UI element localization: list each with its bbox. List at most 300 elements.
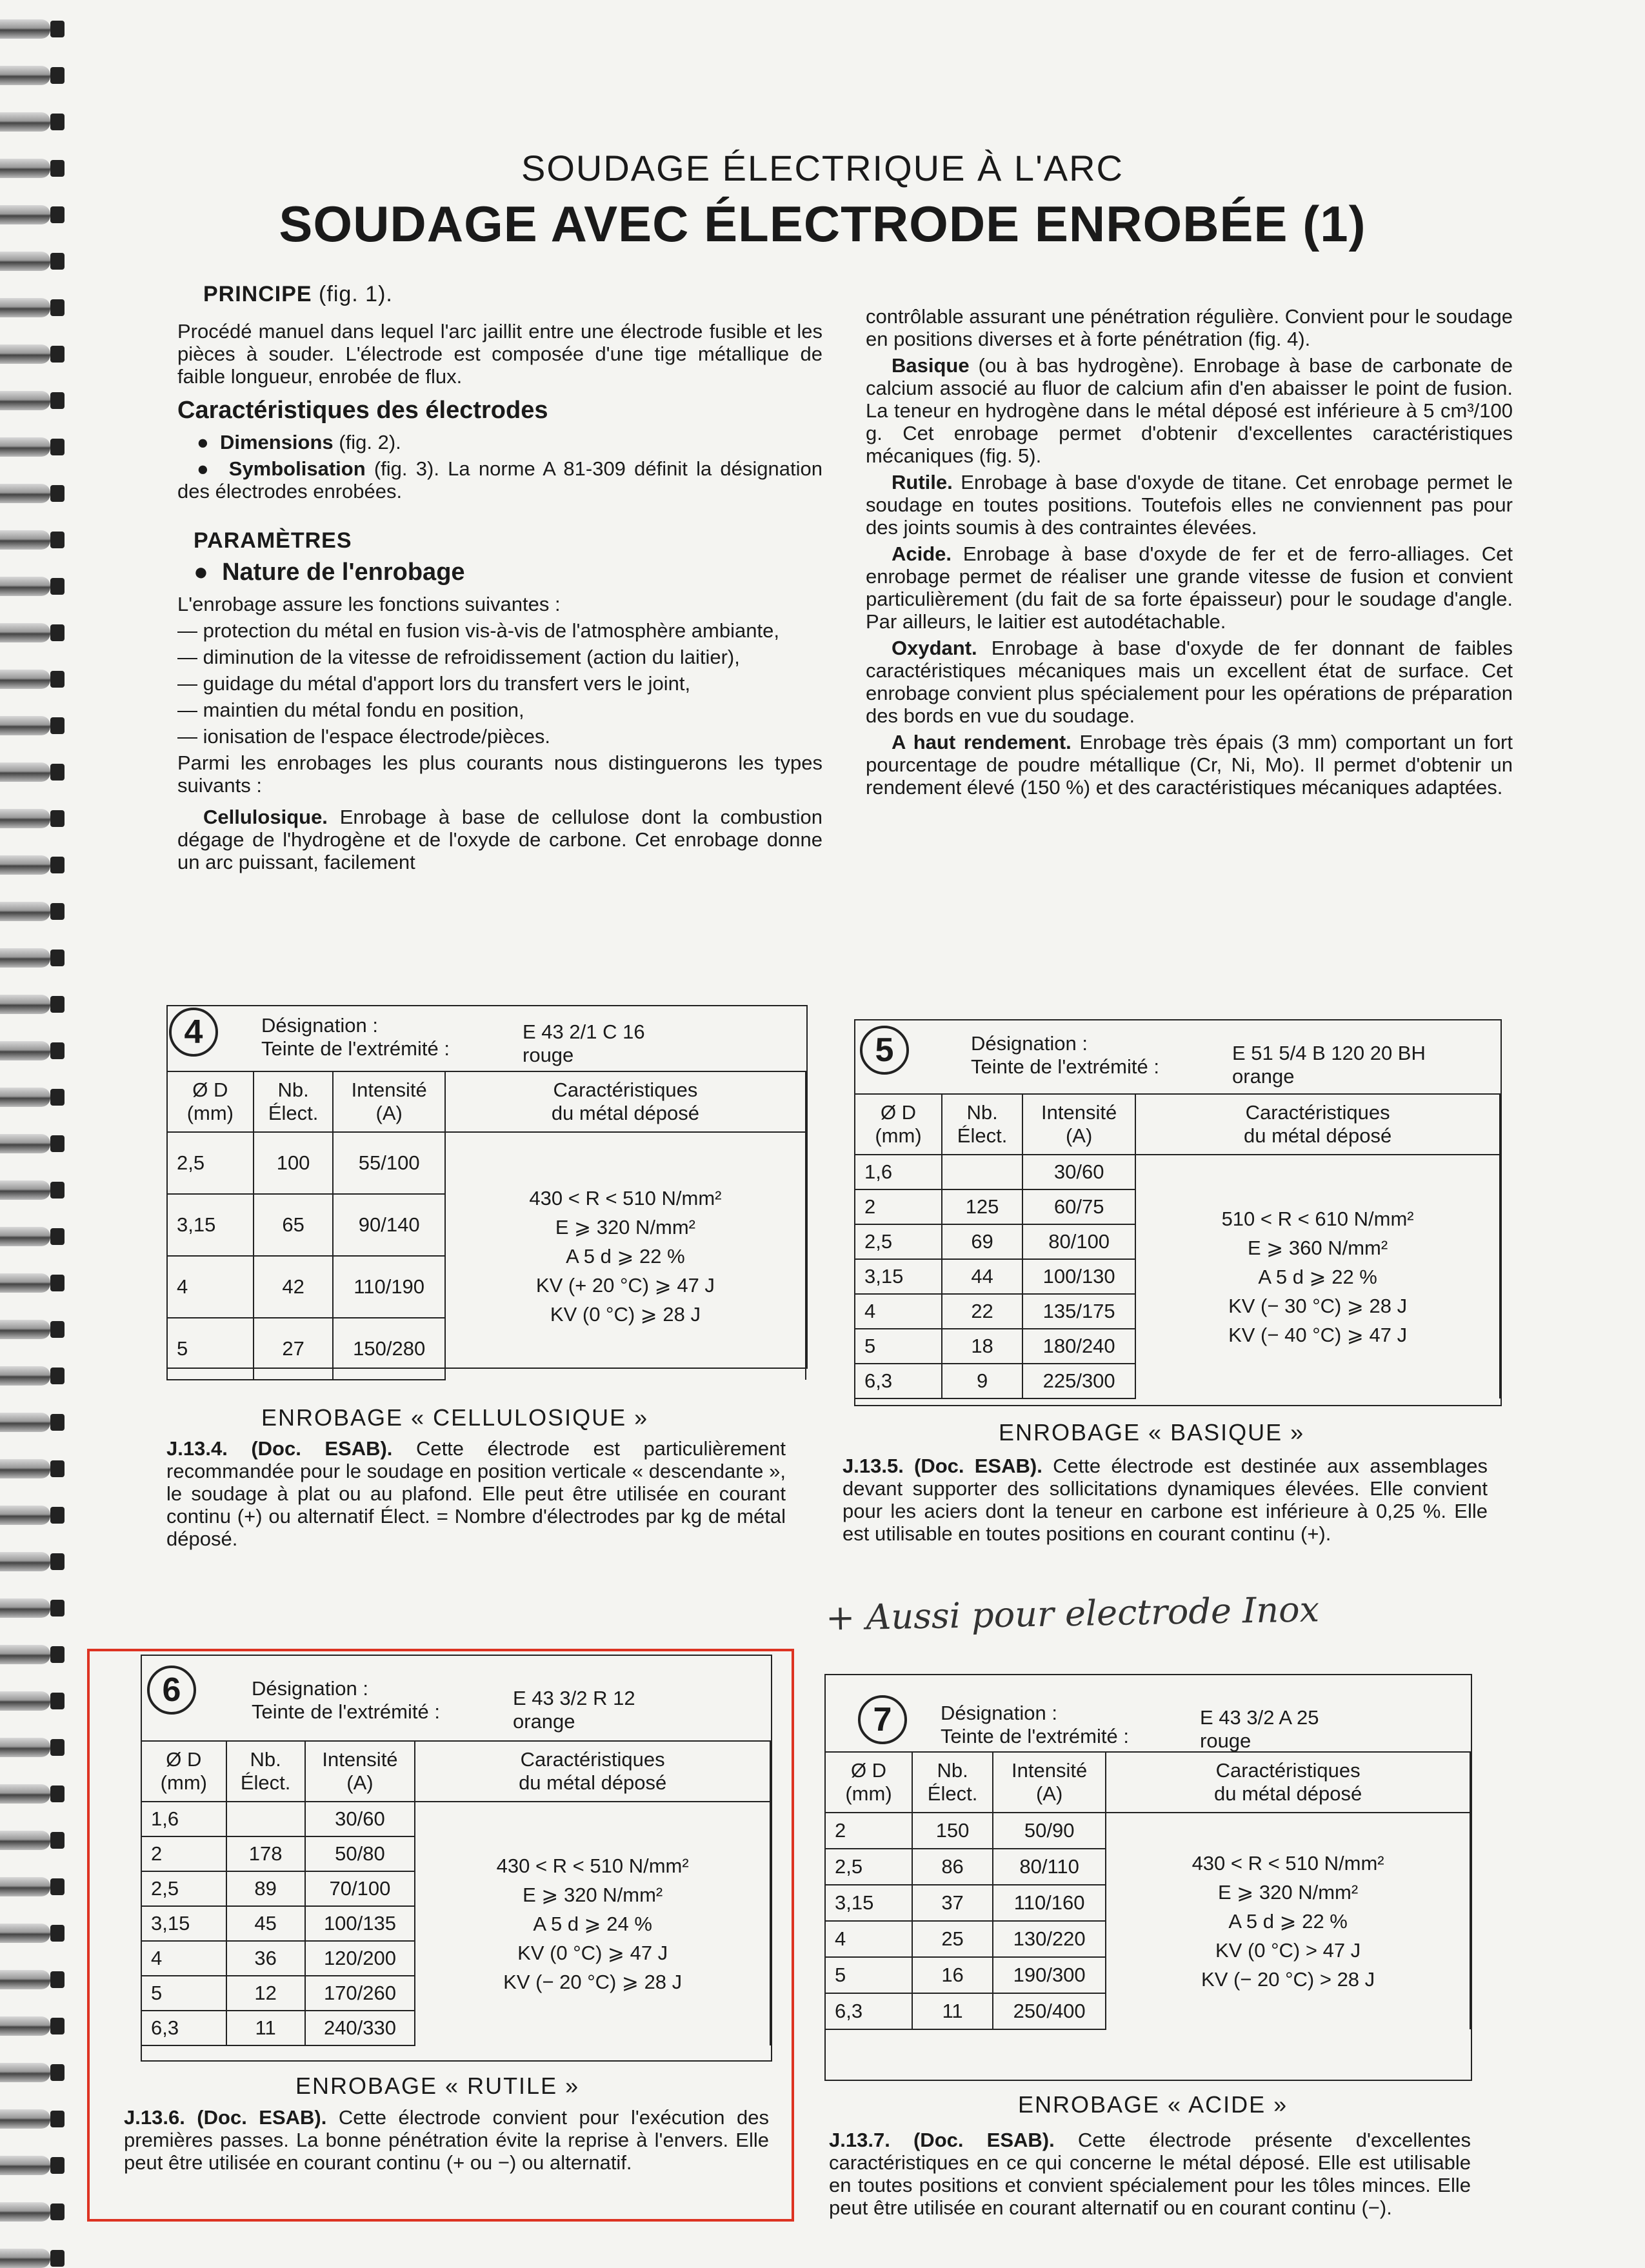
col-header-diameter	[141, 1741, 226, 1802]
binding-ring	[0, 577, 50, 596]
diameter-cell: 3,15	[825, 1885, 912, 1921]
diameter-line2: (mm)	[845, 1782, 892, 1805]
intensity-cell: 60/75	[1022, 1189, 1135, 1224]
table-row	[825, 1813, 1470, 1849]
intensity-line1: Intensité	[1012, 1759, 1088, 1782]
binding-ring	[0, 2202, 50, 2222]
principe-text: Procédé manuel dans lequel l'arc jaillit entre une électrode fusible et les pièces à souder. L'électrode est composée d'une tige métallique de faible longueur, enrobée de flux.	[177, 320, 822, 388]
intensity-cell: 80/110	[993, 1849, 1106, 1885]
intensity-cell: 80/100	[1022, 1224, 1135, 1259]
nb-cell: 89	[226, 1871, 305, 1906]
intensity-cell: 50/80	[305, 1836, 415, 1871]
intensity-cell: 50/90	[993, 1813, 1106, 1849]
caracteristique-line: KV (− 30 °C) ⩾ 28 J	[1228, 1295, 1408, 1317]
teinte-label: Teinte de l'extrémité :	[971, 1055, 1159, 1078]
nb-cell	[942, 1155, 1022, 1189]
nb-cell: 178	[226, 1836, 305, 1871]
caracteristique-line: 510 < R < 610 N/mm²	[1221, 1208, 1414, 1230]
binding-hole	[50, 810, 65, 827]
diameter-cell: 3,15	[167, 1194, 254, 1256]
binding-ring	[0, 716, 50, 735]
figure-4-note	[166, 1437, 786, 1550]
designation-label: Désignation :	[941, 1702, 1057, 1724]
binding-hole	[50, 532, 65, 548]
intensity-cell: 135/175	[1022, 1294, 1135, 1329]
caracteristique-line: KV (0 °C) > 47 J	[1215, 1939, 1361, 1962]
diameter-cell: 1,6	[141, 1802, 226, 1836]
intensity-line2: (A)	[1065, 1124, 1093, 1147]
caracteristique-line: 430 < R < 510 N/mm²	[1191, 1852, 1384, 1875]
header-row	[141, 1741, 770, 1802]
diameter-cell: 3,15	[855, 1259, 942, 1294]
binding-ring	[0, 112, 50, 132]
page-supertitle: SOUDAGE ÉLECTRIQUE À L'ARC	[521, 148, 1124, 188]
designation-label: Désignation :	[261, 1014, 378, 1037]
binding-ring	[0, 995, 50, 1014]
binding-ring	[0, 2156, 50, 2175]
figure-6-caption: ENROBAGE « RUTILE »	[295, 2073, 580, 2099]
figure-5-values	[1232, 1042, 1426, 1088]
nb-cell: 100	[254, 1132, 334, 1194]
designation-value: E 43 2/1 C 16	[523, 1020, 645, 1043]
figure-7-caption: ENROBAGE « ACIDE »	[1018, 2091, 1288, 2118]
caracteristique-line: E ⩾ 360 N/mm²	[1248, 1237, 1388, 1259]
carac-line2: du métal déposé	[519, 1771, 667, 1794]
page-title: SOUDAGE AVEC ÉLECTRODE ENROBÉE (1)	[279, 195, 1366, 252]
intensity-cell: 70/100	[305, 1871, 415, 1906]
col-header-nb	[226, 1741, 305, 1802]
binding-hole	[50, 2018, 65, 2034]
col-header-nb	[942, 1094, 1022, 1155]
caracteristique-line: A 5 d ⩾ 22 %	[1258, 1266, 1377, 1288]
function-item: — diminution de la vitesse de refroidissement (action du laitier),	[177, 646, 740, 668]
col-header-intensity	[333, 1071, 444, 1132]
intensity-line2: (A)	[375, 1102, 403, 1124]
binding-ring	[0, 1413, 50, 1432]
col-header-intensity	[305, 1741, 415, 1802]
binding-hole	[50, 857, 65, 873]
figure-7-note	[829, 2129, 1471, 2219]
designation-value: E 43 3/2 A 25	[1200, 1706, 1319, 1729]
binding-hole	[50, 1878, 65, 1895]
intensity-line1: Intensité	[322, 1748, 398, 1771]
caracteristique-line: KV (− 20 °C) > 28 J	[1201, 1968, 1375, 1991]
binding-ring	[0, 1041, 50, 1060]
binding-hole	[50, 764, 65, 781]
nb-cell: 25	[912, 1921, 993, 1957]
binding-ring	[0, 1877, 50, 1896]
col-header-nb	[254, 1071, 334, 1132]
binding-ring	[0, 670, 50, 689]
binding-ring	[0, 623, 50, 642]
haut-rendement-text: Enrobage très épais (3 mm) comportant un fort pourcentage de poudre métallique (Cr, Ni, Mo). Il permet d'obtenir un rendement élevé (150 %) et des caractéristiques mécaniques adaptées.	[866, 731, 1513, 799]
binding-ring	[0, 809, 50, 828]
dimensions-ref: (fig. 2).	[339, 431, 401, 453]
binding-hole	[50, 1182, 65, 1199]
figure-6-table	[141, 1740, 771, 2046]
nb-line2: Élect.	[240, 1771, 291, 1794]
intensity-cell: 90/140	[333, 1194, 444, 1256]
binding-hole	[50, 2111, 65, 2127]
binding-hole	[50, 2250, 65, 2267]
diameter-cell: 2,5	[141, 1871, 226, 1906]
binding-ring	[0, 1227, 50, 1246]
diameter-line1: Ø D	[850, 1759, 887, 1782]
nb-cell: 65	[254, 1194, 334, 1256]
caracteristique-line: E ⩾ 320 N/mm²	[523, 1884, 663, 1906]
intensity-cell: 30/60	[1022, 1155, 1135, 1189]
binding-hole	[50, 346, 65, 363]
figure-5-number: 5	[860, 1026, 909, 1075]
binding-ring	[0, 2016, 50, 2036]
note-ref: J.13.6. (Doc. ESAB).	[124, 2106, 327, 2129]
intensity-cell: 55/100	[333, 1132, 444, 1194]
binding-hole	[50, 1646, 65, 1663]
diameter-line1: Ø D	[192, 1079, 228, 1101]
diameter-cell: 4	[167, 1256, 254, 1318]
nb-cell: 12	[226, 1976, 305, 2011]
binding-hole	[50, 1042, 65, 1059]
right-column	[866, 305, 1513, 802]
figure-5-table	[854, 1093, 1500, 1399]
binding-ring	[0, 530, 50, 550]
binding-ring	[0, 2109, 50, 2129]
diameter-cell: 6,3	[855, 1364, 942, 1398]
diameter-cell: 2	[855, 1189, 942, 1224]
note-text: Cette électrode est particulièrement recommandée pour le soudage en position verticale « descendante », le soudage à plat ou au plafond. Elle peut être utilisée en courant continu (+) ou alternatif Élect. = Nombre d'électrodes par kg de métal déposé.	[166, 1437, 786, 1550]
function-item: — protection du métal en fusion vis-à-vis de l'atmosphère ambiante,	[177, 619, 779, 642]
table-row	[855, 1155, 1500, 1189]
intensity-cell: 250/400	[993, 1993, 1106, 2029]
binding-hole	[50, 2157, 65, 2174]
caracteristique-line: KV (− 20 °C) ⩾ 28 J	[503, 1971, 683, 1993]
haut-rendement-label: A haut rendement.	[892, 731, 1072, 753]
symbolisation-label: Symbolisation	[228, 457, 366, 480]
binding-ring	[0, 1598, 50, 1618]
intensity-cell: 100/130	[1022, 1259, 1135, 1294]
nb-cell: 69	[942, 1224, 1022, 1259]
nb-line1: Nb.	[250, 1748, 281, 1771]
diameter-line2: (mm)	[160, 1771, 207, 1794]
teinte-value: rouge	[523, 1044, 574, 1066]
carac-line1: Caractéristiques	[553, 1079, 698, 1101]
carac-line1: Caractéristiques	[1245, 1101, 1390, 1124]
diameter-cell: 3,15	[141, 1906, 226, 1941]
binding-hole	[50, 1089, 65, 1106]
binding-ring	[0, 1691, 50, 1711]
intensity-cell: 180/240	[1022, 1329, 1135, 1364]
binding-ring	[0, 1320, 50, 1339]
binding-ring	[0, 1831, 50, 1850]
figure-7-table	[824, 1751, 1471, 2030]
figure-4-caption: ENROBAGE « CELLULOSIQUE »	[261, 1404, 649, 1431]
intensity-line2: (A)	[346, 1771, 374, 1794]
carac-line1: Caractéristiques	[1215, 1759, 1361, 1782]
diameter-cell: 2	[141, 1836, 226, 1871]
nb-cell: 9	[942, 1364, 1022, 1398]
cellulosique-text: Enrobage à base de cellulose dont la combustion dégage de l'hydrogène et de l'oxyde de carbone. Cet enrobage donne un arc puissant, facilement	[177, 806, 822, 873]
binding-ring	[0, 1273, 50, 1293]
function-item: — ionisation de l'espace électrode/pièces.	[177, 725, 551, 748]
binding-ring	[0, 1506, 50, 1525]
nature-intro: L'enrobage assure les fonctions suivantes :	[177, 593, 561, 615]
col-header-diameter	[825, 1752, 912, 1813]
cellulosique-label: Cellulosique.	[203, 806, 328, 828]
carac-line2: du métal déposé	[1243, 1124, 1392, 1147]
intensity-cell: 170/260	[305, 1976, 415, 2011]
binding-hole	[50, 2203, 65, 2220]
nb-cell: 37	[912, 1885, 993, 1921]
binding-hole	[50, 1275, 65, 1291]
binding-ring	[0, 437, 50, 457]
figure-7-labels	[941, 1702, 1129, 1748]
nb-cell: 42	[254, 1256, 334, 1318]
col-header-caracteristiques	[445, 1071, 806, 1132]
principe-ref: (fig. 1).	[319, 282, 393, 306]
binding-hole	[50, 1693, 65, 1709]
designation-value: E 43 3/2 R 12	[513, 1687, 635, 1709]
col-header-caracteristiques	[1135, 1094, 1500, 1155]
intensity-cell: 190/300	[993, 1957, 1106, 1993]
binding-ring	[0, 1088, 50, 1107]
spiral-binding	[0, 0, 71, 2262]
binding-hole	[50, 1925, 65, 1942]
parametres-heading: PARAMÈTRES	[194, 528, 352, 553]
header-row	[855, 1094, 1500, 1155]
col-header-intensity	[1022, 1094, 1135, 1155]
binding-ring	[0, 298, 50, 317]
nb-cell: 22	[942, 1294, 1022, 1329]
caracteristique-line: E ⩾ 320 N/mm²	[1218, 1881, 1359, 1904]
diameter-cell: 1,6	[855, 1155, 942, 1189]
symbolisation-text: (fig. 3). La norme A 81-309 définit la désignation des électrodes enrobées.	[177, 457, 822, 502]
note-text: Cette électrode présente d'excellentes caractéristiques en ce qui concerne le métal déposé. Elle est utilisable en toutes positions et convient spécialement pour les tôles minces. Elle peut être utilisée en courant alternatif ou en courant continu (−).	[829, 2129, 1471, 2219]
binding-ring	[0, 2063, 50, 2082]
binding-ring	[0, 855, 50, 875]
diameter-cell: 2	[825, 1813, 912, 1849]
binding-hole	[50, 1786, 65, 1802]
intensity-cell: 240/330	[305, 2011, 415, 2045]
intensity-line1: Intensité	[351, 1079, 427, 1101]
teinte-label: Teinte de l'extrémité :	[941, 1725, 1129, 1747]
binding-ring	[0, 1459, 50, 1478]
note-ref: J.13.5. (Doc. ESAB).	[842, 1455, 1042, 1477]
handwritten-annotation: + Aussi pour electrode Inox	[825, 1589, 1320, 1638]
functions-list	[177, 619, 822, 748]
binding-ring	[0, 1645, 50, 1664]
teinte-value: orange	[1232, 1065, 1295, 1088]
header-row	[825, 1752, 1470, 1813]
binding-hole	[50, 671, 65, 688]
binding-ring	[0, 902, 50, 921]
col-header-intensity	[993, 1752, 1106, 1813]
diameter-cell: 4	[141, 1941, 226, 1976]
binding-hole	[50, 439, 65, 455]
binding-hole	[50, 903, 65, 920]
binding-hole	[50, 1507, 65, 1524]
intensity-cell: 110/190	[333, 1256, 444, 1318]
diameter-cell: 5	[855, 1329, 942, 1364]
caracteristique-line: A 5 d ⩾ 22 %	[566, 1245, 685, 1268]
caracteristique-line: 430 < R < 510 N/mm²	[496, 1855, 689, 1877]
note-text: Cette électrode est destinée aux assemblages devant supporter des sollicitations dynamiques élevées. Elle convient pour les aciers dont la teneur en carbone est inférieure à 0,25 %. Elle est utilisable en toutes positions en courant continu (+).	[842, 1455, 1488, 1545]
figure-5-labels	[971, 1032, 1159, 1079]
caracteristique-line: A 5 d ⩾ 24 %	[533, 1913, 652, 1935]
nb-line1: Nb.	[277, 1079, 309, 1101]
diameter-cell: 4	[825, 1921, 912, 1957]
diameter-cell: 2,5	[167, 1132, 254, 1194]
col-header-diameter	[167, 1071, 254, 1132]
binding-hole	[50, 996, 65, 1013]
col-header-caracteristiques	[1106, 1752, 1470, 1813]
carac-line2: du métal déposé	[1213, 1782, 1362, 1805]
nb-cell: 36	[226, 1941, 305, 1976]
teinte-label: Teinte de l'extrémité :	[261, 1037, 450, 1060]
nb-line2: Élect.	[927, 1782, 978, 1805]
caracteristiques-cell	[415, 1802, 770, 2045]
designation-label: Désignation :	[252, 1677, 368, 1700]
nb-line1: Nb.	[937, 1759, 968, 1782]
acide-text: Enrobage à base d'oxyde de fer et de ferro-alliages. Cet enrobage permet de réaliser une grande vitesse de fusion et convient particulièrement (du fait de sa forte épaisseur) pour le soudage d'angle. Par ailleurs, le laitier est autodétachable.	[866, 542, 1513, 633]
intensity-cell: 120/200	[305, 1941, 415, 1976]
teinte-label: Teinte de l'extrémité :	[252, 1700, 440, 1723]
types-intro: Parmi les enrobages les plus courants nous distinguerons les types suivants :	[177, 751, 822, 797]
diameter-cell: 5	[167, 1318, 254, 1380]
binding-ring	[0, 1552, 50, 1571]
carac-line2: du métal déposé	[551, 1102, 700, 1124]
diameter-cell: 2,5	[855, 1224, 942, 1259]
binding-ring	[0, 66, 50, 85]
figure-5-note	[842, 1455, 1488, 1545]
binding-ring	[0, 344, 50, 364]
figure-4-labels	[261, 1014, 450, 1060]
nb-line1: Nb.	[966, 1101, 998, 1124]
binding-ring	[0, 19, 50, 39]
function-item: — guidage du métal d'apport lors du transfert vers le joint,	[177, 672, 691, 695]
caracteristiques-cell	[1106, 1813, 1470, 2029]
binding-hole	[50, 1739, 65, 1756]
intensity-cell: 225/300	[1022, 1364, 1135, 1398]
rutile-text: Enrobage à base d'oxyde de titane. Cet enrobage permet le soudage en toutes positions. Toutefois elles ne conviennent pas pour des joints soumis à des contraintes élevées.	[866, 471, 1513, 539]
note-text: Cette électrode convient pour l'exécution des premières passes. La bonne pénétration évite la reprise à l'envers. Elle peut être utilisée en courant continu (+ ou −) ou alternatif.	[124, 2106, 769, 2174]
figure-6-labels	[252, 1677, 440, 1724]
figure-4-values	[523, 1020, 645, 1067]
diameter-cell: 6,3	[141, 2011, 226, 2045]
nature-heading: Nature de l'enrobage	[222, 559, 465, 586]
binding-hole	[50, 1414, 65, 1431]
figure-4-table	[166, 1071, 806, 1380]
nb-cell: 44	[942, 1259, 1022, 1294]
caracteristiques-cell	[1135, 1155, 1500, 1398]
teinte-value: orange	[513, 1710, 575, 1733]
nb-cell: 150	[912, 1813, 993, 1849]
basique-text: (ou à bas hydrogène). Enrobage à base de carbonate de calcium associé au fluor de calcium afin d'en abaisser le point de fusion. La teneur en hydrogène dans le métal déposé est inférieure à 5 cm³/100 g. Cet enrobage permet d'obtenir d'excellentes caractéristiques mécaniques (fig. 5).	[866, 354, 1513, 467]
rutile-label: Rutile.	[892, 471, 953, 493]
header-row	[167, 1071, 806, 1132]
binding-hole	[50, 2064, 65, 2081]
caracteristique-line: KV (0 °C) ⩾ 28 J	[550, 1303, 701, 1326]
intensity-line1: Intensité	[1041, 1101, 1117, 1124]
diameter-cell: 6,3	[825, 1993, 912, 2029]
binding-ring	[0, 1970, 50, 1989]
principe-heading: PRINCIPE	[203, 282, 312, 306]
note-ref: J.13.4. (Doc. ESAB).	[166, 1437, 393, 1460]
binding-hole	[50, 1228, 65, 1245]
intensity-line2: (A)	[1035, 1782, 1063, 1805]
nb-line2: Élect.	[268, 1102, 319, 1124]
binding-hole	[50, 392, 65, 409]
caracteristique-line: A 5 d ⩾ 22 %	[1228, 1910, 1348, 1933]
table-row	[141, 1802, 770, 1836]
intensity-cell: 30/60	[305, 1802, 415, 1836]
figure-6-number: 6	[147, 1666, 196, 1715]
diameter-cell: 2,5	[825, 1849, 912, 1885]
binding-hole	[50, 67, 65, 84]
diameter-cell: 4	[855, 1294, 942, 1329]
figure-5-caption: ENROBAGE « BASIQUE »	[999, 1419, 1305, 1446]
note-ref: J.13.7. (Doc. ESAB).	[829, 2129, 1055, 2151]
dimensions-label: Dimensions	[219, 431, 334, 453]
intensity-cell: 150/280	[333, 1318, 444, 1380]
binding-ring	[0, 1784, 50, 1804]
carac-line1: Caractéristiques	[520, 1748, 665, 1771]
figure-4-number: 4	[169, 1008, 218, 1057]
binding-hole	[50, 114, 65, 130]
diameter-cell: 5	[825, 1957, 912, 1993]
binding-ring	[0, 1738, 50, 1757]
binding-ring	[0, 1924, 50, 1943]
binding-ring	[0, 2249, 50, 2268]
binding-hole	[50, 1600, 65, 1616]
oxydant-label: Oxydant.	[892, 637, 977, 659]
binding-hole	[50, 253, 65, 270]
intensity-cell: 110/160	[993, 1885, 1106, 1921]
designation-label: Désignation :	[971, 1032, 1088, 1055]
binding-hole	[50, 1553, 65, 1570]
col-header-nb	[912, 1752, 993, 1813]
binding-hole	[50, 1368, 65, 1384]
nb-cell: 27	[254, 1318, 334, 1380]
figure-7-values	[1200, 1706, 1319, 1753]
nb-line2: Élect.	[957, 1124, 1008, 1147]
binding-ring	[0, 391, 50, 410]
figure-7-number: 7	[858, 1695, 907, 1744]
binding-hole	[50, 1135, 65, 1152]
intensity-cell: 100/135	[305, 1906, 415, 1941]
designation-value: E 51 5/4 B 120 20 BH	[1232, 1042, 1426, 1064]
function-item: — maintien du métal fondu en position,	[177, 699, 524, 721]
caracteristique-line: E ⩾ 320 N/mm²	[555, 1216, 696, 1238]
diameter-line1: Ø D	[880, 1101, 917, 1124]
diameter-line2: (mm)	[186, 1102, 234, 1124]
binding-hole	[50, 624, 65, 641]
binding-hole	[50, 299, 65, 316]
caracteristique-line: KV (+ 20 °C) ⩾ 47 J	[535, 1274, 715, 1297]
binding-ring	[0, 1180, 50, 1200]
nb-cell	[226, 1802, 305, 1836]
col-header-diameter	[855, 1094, 942, 1155]
binding-ring	[0, 484, 50, 503]
nb-cell: 16	[912, 1957, 993, 1993]
diameter-line2: (mm)	[875, 1124, 922, 1147]
basique-label: Basique	[892, 354, 970, 377]
table-row	[167, 1132, 806, 1194]
teinte-value: rouge	[1200, 1729, 1251, 1752]
binding-ring	[0, 1366, 50, 1386]
binding-hole	[50, 950, 65, 966]
nb-cell: 11	[226, 2011, 305, 2045]
nb-cell: 125	[942, 1189, 1022, 1224]
